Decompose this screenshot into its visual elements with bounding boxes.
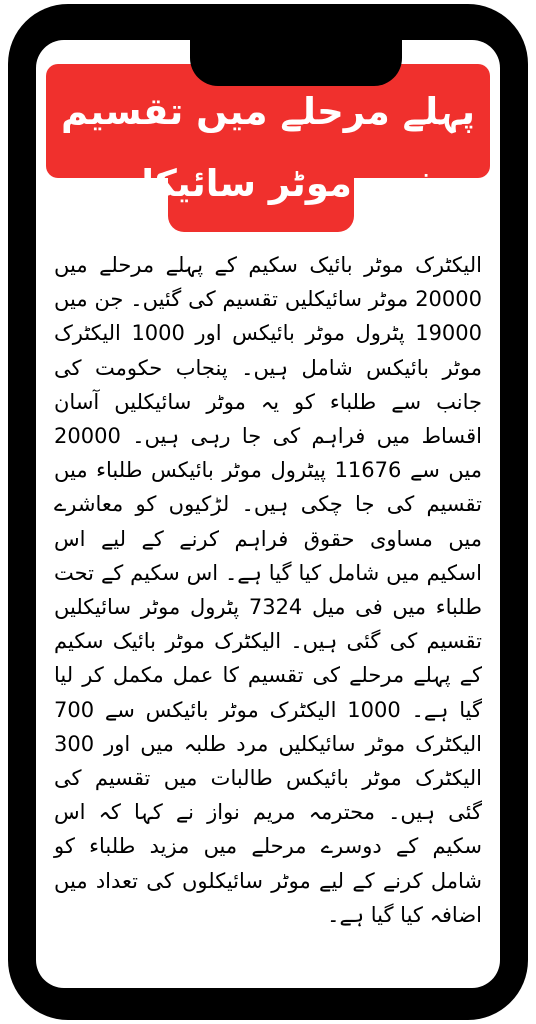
page-title: پہلے مرحلے میں تقسیم شدہ موٹر سائیکلیں — [61, 90, 475, 205]
phone-notch — [190, 40, 402, 86]
phone-screen — [36, 40, 500, 988]
phone-frame — [8, 4, 528, 1020]
article-body: الیکٹرک موٹر بائیک سکیم کے پہلے مرحلے میں 20000 موٹر سائیکلیں تقسیم کی گئیں۔ جن میں 19000 پٹرول موٹر بائیکس اور 1000 الیکٹرک موٹر بائیکس شامل ہیں۔ پنجاب حکومت کی جانب سے طلباء کو یہ موٹر سائیکلیں آسان اقساط میں فراہم کی جا رہی ہیں۔ 20000 میں سے 11676 پیٹرول موٹر بائیکس طلباء میں تقسیم کی جا چکی ہیں۔ لڑکیوں کو معاشرے میں مساوی حقوق فراہم کرنے کے لیے اس اسکیم میں شامل کیا گیا ہے۔ اس سکیم کے تحت طلباء میں فی میل 7324 پٹرول موٹر سائیکلیں تقسیم کی گئی ہیں۔ الیکٹرک موٹر بائیک سکیم کے پہلے مرحلے کی تقسیم کا عمل مکمل کر لیا گیا ہے۔ 1000 الیکٹرک موٹر بائیکس سے 700 الیکٹرک موٹر سائیکلیں مرد طلبہ میں اور 300 الیکٹرک موٹر بائیکس طالبات میں تقسیم کی گئی ہیں۔ محترمہ مریم نواز نے کہا کہ اس سکیم کے دوسرے مرحلے میں مزید طلباء کو شامل کرنے کے لیے موٹر سائیکلوں کی تعداد میں اضافہ کیا گیا ہے۔ — [54, 253, 483, 927]
